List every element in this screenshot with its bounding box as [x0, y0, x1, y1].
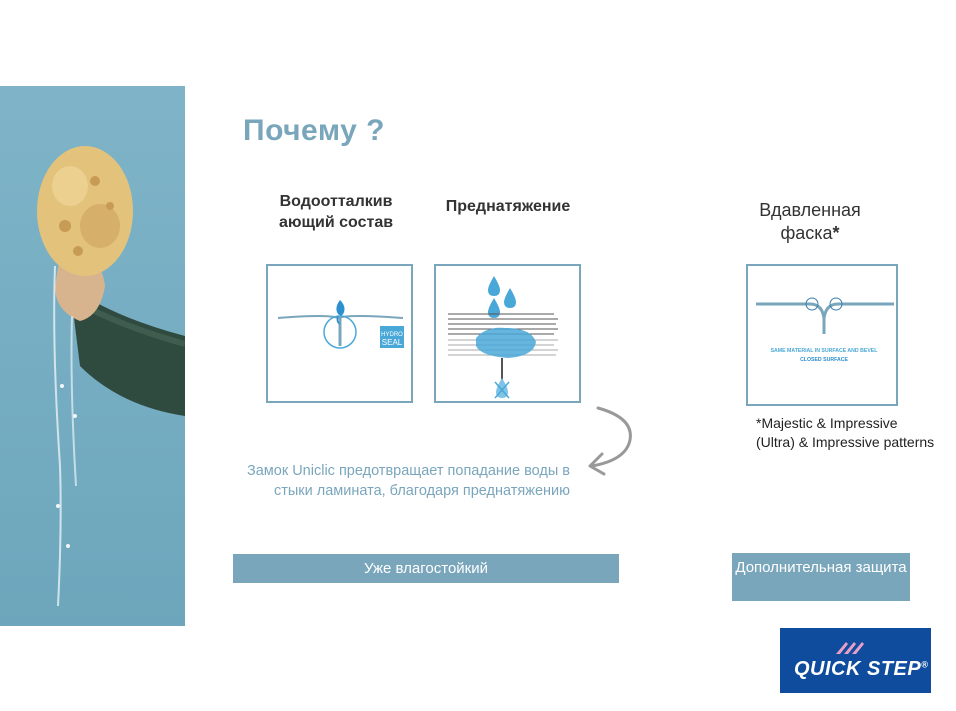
moisture-resistant-bar: Уже влагостойкий [233, 554, 619, 583]
pretension-label: Преднатяжение [445, 198, 571, 215]
uniclic-description: Замок Uniclic предотвращает попадание воды в стыки ламината, благодаря преднатяжению [246, 463, 570, 499]
hydro-seal-diagram [266, 264, 413, 403]
pressed-bevel-label [740, 199, 880, 245]
hydro-badge-line2: SEAL [381, 338, 403, 347]
sponge-photo [0, 86, 185, 626]
pressed-bevel-diagram [746, 264, 898, 406]
quick-step-logo [780, 628, 931, 693]
bevel-label-text: Вдавленная фаска [759, 200, 861, 243]
logo-registered: ® [921, 659, 929, 670]
water-repellent-label: Водоотталкив ающий состав [278, 193, 394, 231]
logo-mark-icon [834, 638, 874, 656]
logo-text [794, 658, 928, 681]
bevel-caption-line2: CLOSED SURFACE [800, 357, 848, 363]
pretension-diagram [434, 264, 581, 403]
logo-name: QUICK STEP [794, 658, 922, 680]
sponge-hand-illustration [0, 86, 185, 626]
page-title: Почему ? [243, 114, 385, 147]
curved-arrow-icon [580, 404, 640, 480]
hydro-badge-line1: HYDRO [381, 332, 403, 338]
bevel-caption-line1: SAME MATERIAL IN SURFACE AND BEVEL [770, 348, 878, 354]
extra-protection-bar: Дополнительная защита [732, 553, 910, 601]
bevel-asterisk: * [832, 223, 840, 243]
footnote: *Majestic & Impressive (Ultra) & Impressive patterns [756, 415, 935, 450]
